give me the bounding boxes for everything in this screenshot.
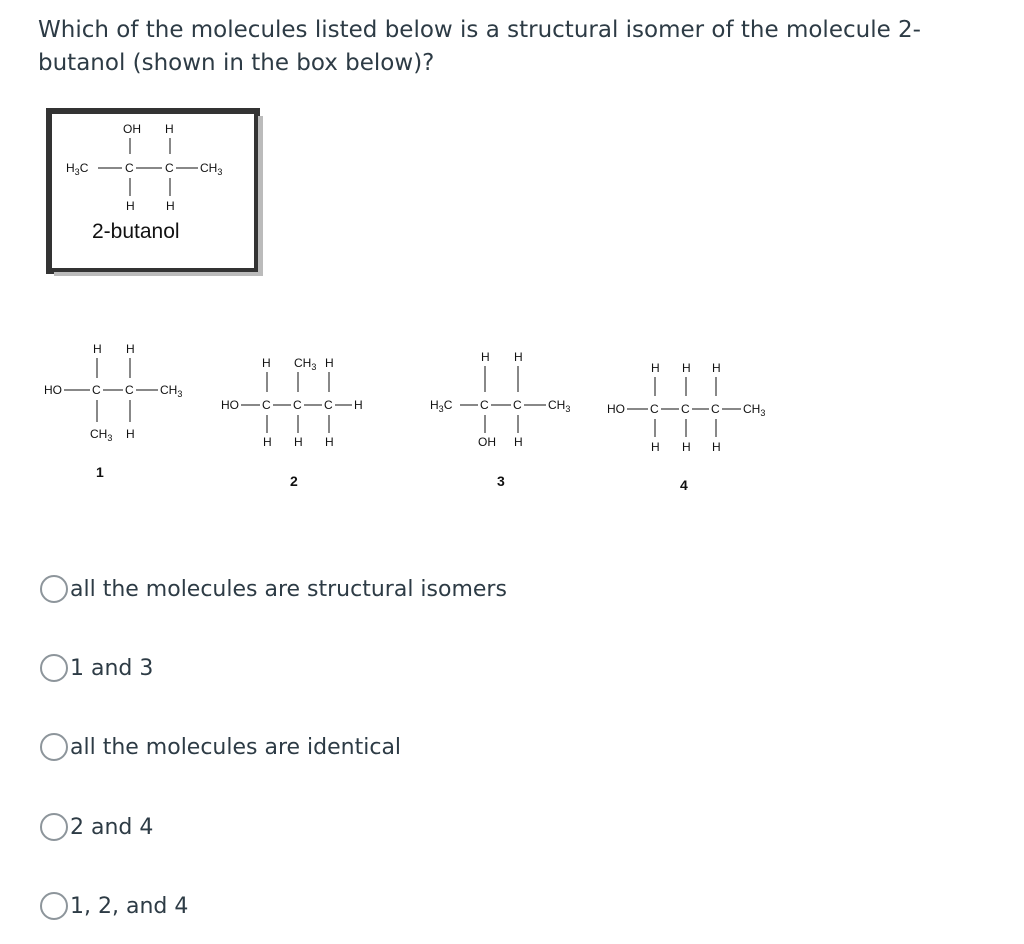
- m2-chain-c3: C: [324, 398, 333, 412]
- answer-option-2[interactable]: [40, 652, 153, 684]
- m4-chain-c2: C: [681, 402, 690, 416]
- m4-chain-c3: C: [711, 402, 720, 416]
- m2-chain-ho: HO: [221, 398, 239, 412]
- question-line-1: Which of the molecules listed below is a structural isomer of the molecule 2-: [38, 17, 921, 43]
- reference-box-shadow: [258, 116, 263, 276]
- m4-chain-c1: C: [650, 402, 659, 416]
- ref-bottom-h2: H: [166, 199, 175, 213]
- molecule-1-number: 1: [96, 464, 104, 480]
- answer-option-5[interactable]: [40, 890, 188, 922]
- question-line-2: butanol (shown in the box below)?: [38, 50, 435, 76]
- m3-chain-c1: C: [480, 398, 489, 412]
- reference-box-shadow-bottom: [54, 272, 263, 276]
- m4-bottom-h3: H: [712, 440, 721, 454]
- radio-button[interactable]: [40, 654, 68, 682]
- ref-chain-c2: C: [165, 161, 174, 175]
- m4-bottom-h1: H: [651, 440, 660, 454]
- answer-option-label: all the molecules are structural isomers: [70, 576, 507, 602]
- m4-top-h1: H: [651, 361, 660, 375]
- m2-top-ch3: $CH_3$: [294, 356, 317, 372]
- ref-name: 2-butanol: [92, 220, 180, 243]
- molecule-3: [430, 350, 570, 489]
- molecule-4: [607, 361, 765, 493]
- m2-bottom-h3: H: [325, 435, 334, 449]
- answer-option-label: 1 and 3: [70, 655, 154, 681]
- m2-bottom-h2: H: [294, 435, 303, 449]
- answer-option-3[interactable]: [40, 731, 401, 763]
- answer-option-1[interactable]: [40, 573, 507, 605]
- answer-option-label: all the molecules are identical: [70, 734, 402, 760]
- answer-option-4[interactable]: [40, 811, 153, 843]
- m2-chain-h: H: [354, 398, 363, 412]
- molecule-1: [44, 342, 182, 480]
- m1-chain-ho: HO: [44, 383, 62, 397]
- reference-box-border: [49, 111, 257, 271]
- m1-bottom-h: H: [126, 427, 135, 441]
- radio-button[interactable]: [40, 813, 68, 841]
- molecule-4-number: 4: [680, 477, 688, 493]
- answer-option-label: 2 and 4: [70, 814, 154, 840]
- ref-chain-right: $CH_3$: [200, 161, 223, 177]
- molecule-3-number: 3: [497, 473, 505, 489]
- m2-top-h1: H: [262, 356, 271, 370]
- m3-chain-c2: C: [513, 398, 522, 412]
- radio-button[interactable]: [40, 575, 68, 603]
- m2-bottom-h1: H: [263, 435, 272, 449]
- m2-top-h3: H: [325, 356, 334, 370]
- m1-top-h2: H: [126, 342, 135, 356]
- m1-chain-ch3: $CH_3$: [160, 383, 183, 399]
- m4-bottom-h2: H: [682, 440, 691, 454]
- m4-chain-ch3: $CH_3$: [743, 402, 766, 418]
- m4-top-h3: H: [712, 361, 721, 375]
- m3-top-h1: H: [481, 350, 490, 364]
- radio-button[interactable]: [40, 733, 68, 761]
- reference-box: [49, 111, 263, 276]
- m2-chain-c1: C: [262, 398, 271, 412]
- m3-chain-h3c: $H_3C$: [430, 398, 453, 414]
- ref-top-oh: OH: [123, 122, 141, 136]
- m1-top-h1: H: [93, 342, 102, 356]
- m3-top-h2: H: [514, 350, 523, 364]
- ref-top-h: H: [165, 122, 174, 136]
- m1-chain-c2: C: [125, 383, 134, 397]
- ref-chain-c1: C: [125, 161, 134, 175]
- m3-chain-ch3: $CH_3$: [548, 398, 571, 414]
- molecule-2-number: 2: [290, 473, 298, 489]
- m1-bottom-ch3: $CH_3$: [90, 427, 113, 443]
- m3-bottom-h: H: [514, 435, 523, 449]
- answer-option-label: 1, 2, and 4: [70, 893, 189, 919]
- m2-chain-c2: C: [293, 398, 302, 412]
- m1-chain-c1: C: [92, 383, 101, 397]
- m3-bottom-oh: OH: [478, 435, 496, 449]
- molecule-2: [221, 356, 363, 489]
- m4-chain-ho: HO: [607, 402, 625, 416]
- radio-button[interactable]: [40, 892, 68, 920]
- ref-bottom-h1: H: [126, 199, 135, 213]
- ref-chain-left: $H_3C$: [66, 161, 89, 177]
- m4-top-h2: H: [682, 361, 691, 375]
